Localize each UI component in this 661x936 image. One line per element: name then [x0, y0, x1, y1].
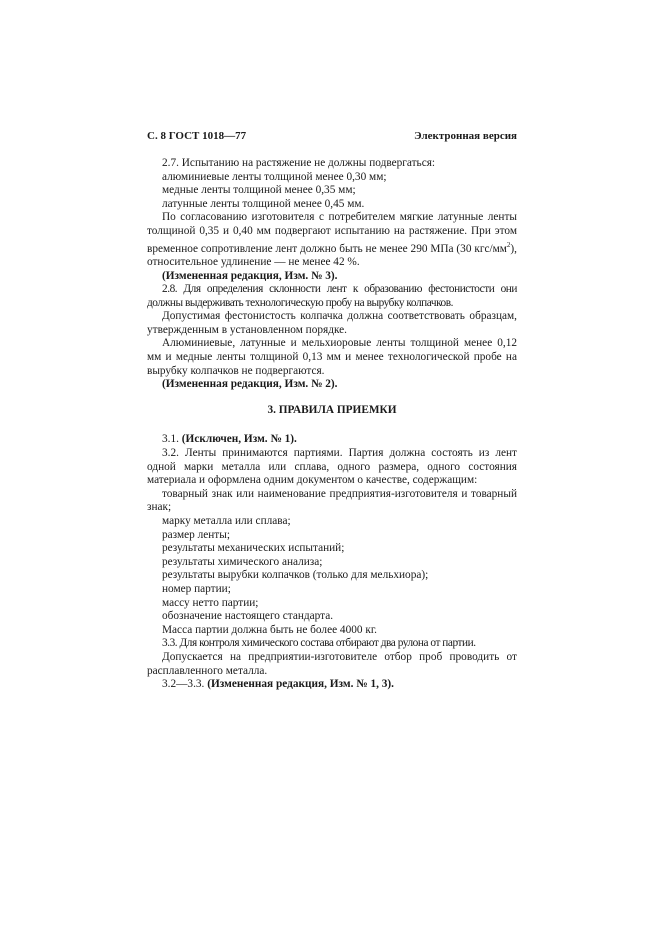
section-3-title: 3. ПРАВИЛА ПРИЕМКИ	[267, 403, 397, 416]
clause-3-2-3-3-revision: 3.2—3.3. (Измененная редакция, Изм. № 1, 3).	[162, 678, 394, 691]
clause-2-8-text3: Алюминиевые, латунные и мельхиоровые ленты толщиной менее 0,12 мм и медные ленты толщиной 0,13 мм и менее технологической пробе на вырубку колпачков не подвергаются.	[147, 337, 517, 377]
clause-2-7-item: медные ленты толщиной менее 0,35 мм;	[162, 184, 356, 197]
header-standard-ref: С. 8 ГОСТ 1018—77	[147, 130, 247, 142]
clause-2-7-item: латунные ленты толщиной менее 0,45 мм.	[162, 197, 365, 210]
clause-2-7-intro: 2.7. Испытанию на растяжение не должны подвергаться:	[162, 157, 436, 169]
document-body	[147, 157, 517, 692]
clause-3-2-item: результаты механических испытаний;	[162, 542, 345, 555]
clause-3-2-item: массу нетто партии;	[162, 596, 259, 609]
clause-2-7-revision: (Измененная редакция, Изм. № 3).	[162, 269, 338, 282]
clause-3-2-item: товарный знак или наименование предприятия-изготовителя и товарный знак;	[147, 487, 517, 514]
clause-2-8-revision: (Измененная редакция, Изм. № 2).	[162, 378, 338, 391]
header-version-label: Электронная версия	[414, 130, 517, 142]
clause-2-8-text2: Допустимая фестонистость колпачка должна соответствовать образцам, утвержденным в установленном порядке.	[147, 310, 517, 336]
clause-2-7-item: алюминиевые ленты толщиной менее 0,30 мм;	[162, 170, 387, 183]
clause-2-7-text: По согласованию изготовителя с потребителем мягкие латунные ленты толщиной 0,35 и 0,40 мм подвергают испытанию на растяжение. При этом временное сопротивление лент должно быть не менее 290 МПа (30 кгс/$мм^2$), относительное удлинение — не менее 42 %.	[147, 211, 517, 268]
clause-3-1: 3.1. (Исключен, Изм. № 1).	[162, 433, 297, 446]
clause-3-2-mass: Масса партии должна быть не более 4000 кг.	[162, 623, 378, 636]
clause-3-2-item: размер ленты;	[162, 528, 230, 541]
clause-3-2-text: 3.2. Ленты принимаются партиями. Партия должна состоять из лент одной марки металла или сплава, одного размера, одного состояния материала и оформлена одним документом о качестве, содержащим:	[147, 447, 517, 487]
clause-3-3-text: 3.3. Для контроля химического состава отбирают два рулона от партии.	[162, 637, 476, 650]
clause-3-2-item: номер партии;	[162, 582, 231, 595]
clause-3-2-item: результаты вырубки колпачков (только для мельхиора);	[162, 569, 429, 582]
clause-3-3-text2: Допускается на предприятии-изготовителе отбор проб проводить от расплавленного металла.	[147, 650, 517, 677]
clause-3-2-item: обозначение настоящего стандарта.	[162, 610, 334, 623]
clause-2-8-text: 2.8. Для определения склонности лент к образованию фестонистости они должны выдерживать технологическую пробу на вырубку колпачков.	[147, 283, 517, 309]
clause-3-2-item: результаты химического анализа;	[162, 555, 323, 568]
clause-3-2-item: марку металла или сплава;	[162, 515, 291, 528]
